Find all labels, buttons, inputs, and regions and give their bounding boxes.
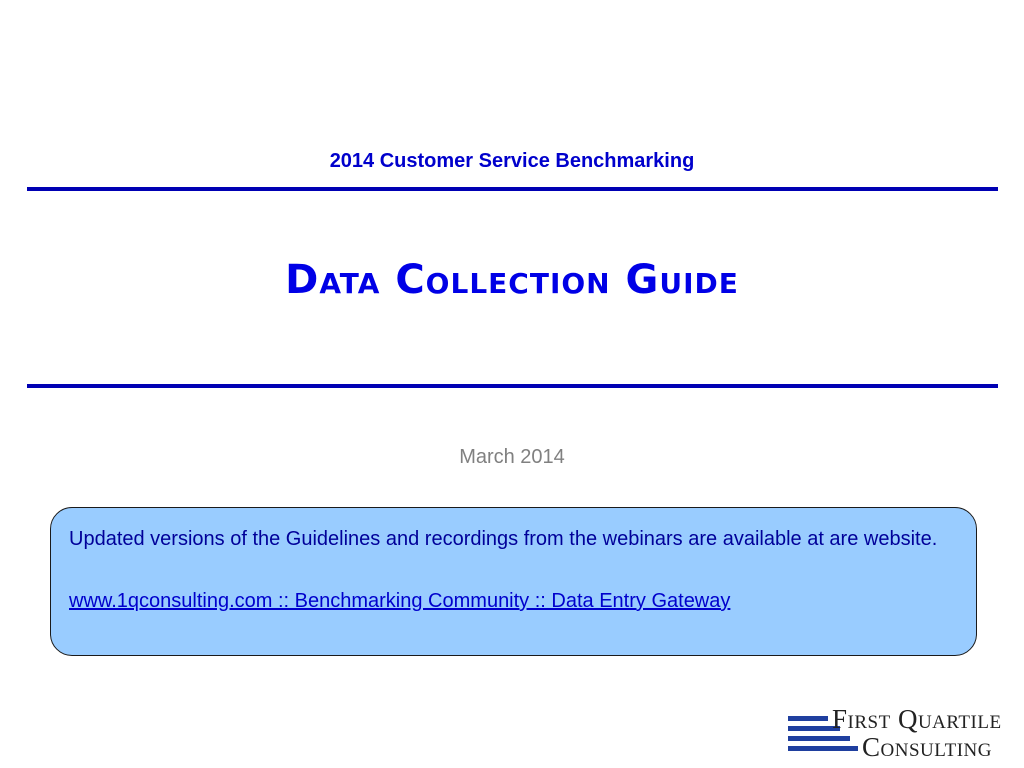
- slide-date: March 2014: [459, 446, 565, 468]
- logo-line-1: First Quartile: [832, 704, 1002, 734]
- notice-box: [50, 507, 977, 656]
- bottom-divider: [27, 384, 998, 388]
- gateway-link[interactable]: www.1qconsulting.com :: Benchmarking Community :: Data Entry Gateway: [69, 590, 731, 612]
- top-divider: [27, 187, 998, 191]
- notice-text: Updated versions of the Guidelines and recordings from the webinars are available at are website.: [69, 528, 938, 550]
- company-logo: [788, 704, 1024, 764]
- slide-subtitle: 2014 Customer Service Benchmarking: [329, 150, 695, 172]
- slide-title: Data Collection Guide: [285, 257, 739, 303]
- logo-line-2: Consulting: [862, 732, 992, 762]
